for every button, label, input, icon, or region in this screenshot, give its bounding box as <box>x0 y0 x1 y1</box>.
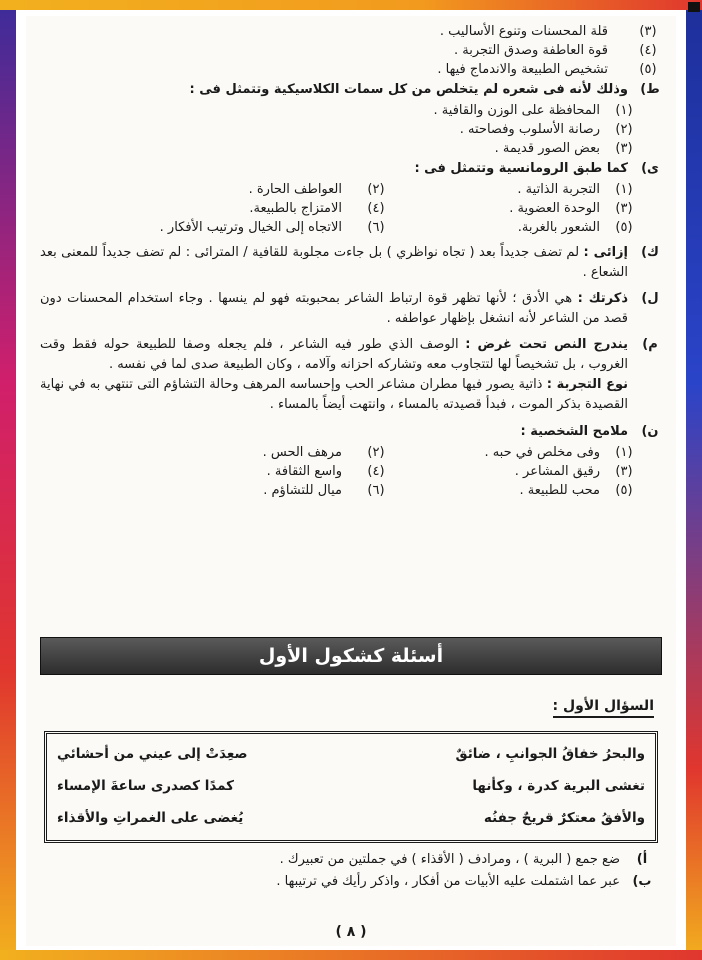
list-item: (١) المحافظة على الوزن والقافية . <box>433 103 633 118</box>
document-page <box>26 16 676 946</box>
section-banner: أسئلة كشكول الأول <box>40 637 662 675</box>
list-item-text: تشخيص الطبيعة والاندماج فيها . <box>437 62 608 77</box>
corner-mark <box>688 2 700 12</box>
answers-content <box>40 22 662 500</box>
poem-box <box>44 731 658 843</box>
answer-paragraph: ك) إزائى : لم تضف جديداً بعد ( تجاه نواظري ) بل جاءت مجلوبة للقافية / المترائى : لم تضف جديداً للمعنى بعد الشعاع . <box>40 243 662 283</box>
verse-second-hemistich: كمدًا كصدرى ساعةَ الإمساء <box>57 778 235 794</box>
list-row: (٣) رقيق المشاعر . (٤) واسع الثقافة . <box>266 464 633 479</box>
poem-verse <box>57 774 645 798</box>
question-title: السؤال الأول : <box>553 698 654 718</box>
page-border-right <box>686 0 702 960</box>
question-item: ب) عبر عما اشتملت عليه الأبيات من أفكار ، واذكر رأيك في ترتيبها . <box>276 874 652 889</box>
answer-paragraph: م) يندرج النص تحت غرض : الوصف الذي طور فيه الشاعر ، فلم يجعله وصفا للطبيعة حوله فقط وقت الغروب ، بل تشخيصاً لها لتتجاوب معه وتشاركه احزانه وآلامه ، وكان الطبيعة صدى لما في نفسه . نوع التجربة : ذاتية يصور فيها مطران مشاعر الحب وإحساسه المرهف وحالة التشاؤم التى تنتهي به في نهاية القصيدة بذكر الموت ، فبدأ قصيدته بالمساء ، وانتهت أيضاً بالمساء . <box>40 335 662 415</box>
verse-second-hemistich: يُغضى على الغمراتِ والأقذاء <box>57 810 244 826</box>
section-marker: ل) <box>641 291 659 306</box>
verse-second-hemistich: صعِدَتْ إلى عيني من أحشائي <box>57 746 248 762</box>
section-marker: ى) <box>641 161 659 176</box>
list-item: (٣) بعض الصور قديمة . <box>494 141 633 156</box>
section-heading: ط) وذلك لأنه فى شعره لم يتخلص من كل سمات الكلاسيكية وتتمثل فى : <box>40 79 662 101</box>
section-marker: م) <box>642 337 658 352</box>
section-marker: ن) <box>641 424 659 439</box>
section-heading: ن) ملامح الشخصية : <box>40 421 662 443</box>
page-border-bottom <box>0 950 702 960</box>
page-border-left <box>0 0 16 960</box>
section-marker: ك) <box>641 245 659 260</box>
list-row: (١) التجربة الذاتية . (٢) العواطف الحارة . <box>248 182 633 197</box>
list-item: (٥) تشخيص الطبيعة والاندماج فيها . <box>437 62 657 77</box>
list-item: (٤) قوة العاطفة وصدق التجربة . <box>454 43 657 58</box>
page-border-top <box>0 0 702 10</box>
list-item-text: قلة المحسنات وتنوع الأساليب . <box>439 24 608 39</box>
question-item: أ) ضع جمع ( البرية ) ، ومرادف ( الأقذاء ) في جملتين من تعبيرك . <box>279 852 648 867</box>
section-marker: ط) <box>640 82 660 97</box>
poem-verse <box>57 806 645 830</box>
answer-paragraph: ل) ذكرتك : هي الأدق ؛ لأنها تظهر قوة ارتباط الشاعر بمحبوبته فهو لم ينسها . وجاء استخدام المحسنات دون قصد من الشاعر لأنه انشغل بإظهار عواطفه . <box>40 289 662 329</box>
list-item: (٣) قلة المحسنات وتنوع الأساليب . <box>439 24 657 39</box>
verse-first-hemistich: تغشى البرية كدرة ، وكأنها <box>472 778 645 794</box>
list-row: (١) وفى مخلص في حبه . (٢) مرهف الحس . <box>262 445 633 460</box>
list-row: (٣) الوحدة العضوية . (٤) الامتزاج بالطبيعة. <box>249 201 633 216</box>
poem-verse <box>57 742 645 766</box>
list-row: (٥) الشعور بالغربة. (٦) الاتجاه إلى الخيال وترتيب الأفكار . <box>159 220 633 235</box>
verse-first-hemistich: والأفقُ معتكرٌ قريحٌ جفنُه <box>483 810 645 826</box>
section-heading: ى) كما طبق الرومانسية وتتمثل فى : <box>40 158 662 180</box>
list-row: (٥) محب للطبيعة . (٦) ميال للتشاؤم . <box>263 483 633 498</box>
page-number: ( ٨ ) <box>335 924 367 940</box>
list-item: (٢) رصانة الأسلوب وفصاحته . <box>459 122 633 137</box>
verse-first-hemistich: والبحرُ خفاقُ الجوانبِ ، ضائقٌ <box>455 746 645 762</box>
list-item-text: قوة العاطفة وصدق التجربة . <box>454 43 608 58</box>
